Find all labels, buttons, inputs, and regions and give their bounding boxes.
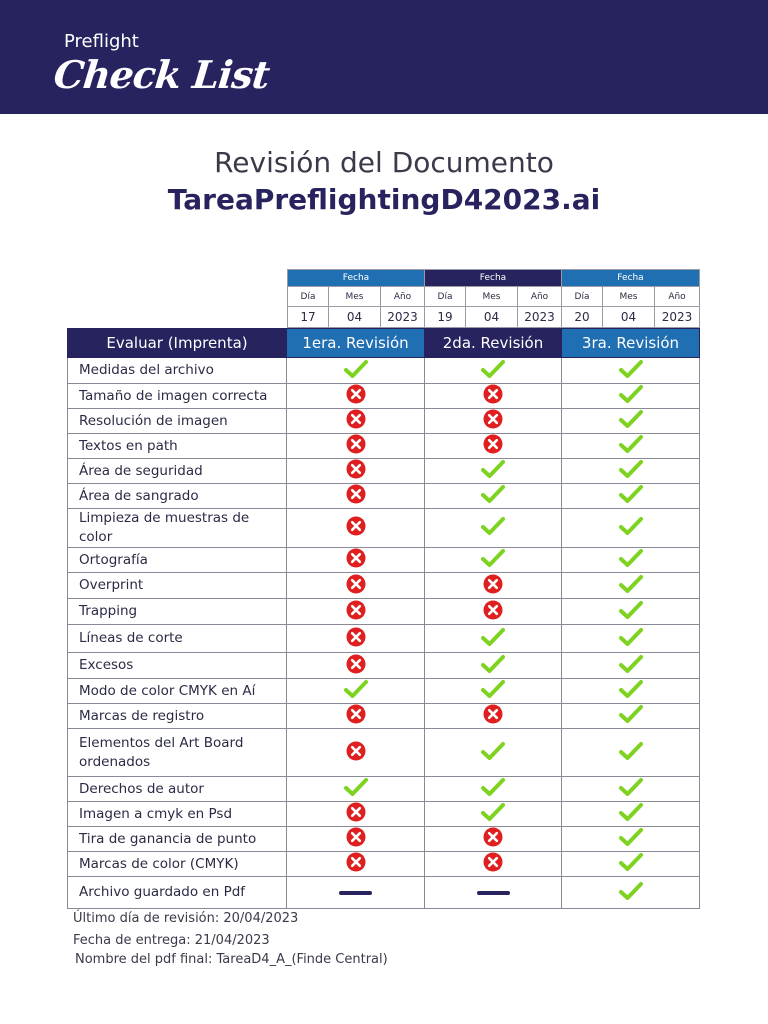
- revision-3-status: [562, 484, 700, 509]
- table-row: [68, 704, 700, 729]
- revision-2-status: [425, 827, 562, 852]
- column-header-revision-1: 1era. Revisión: [287, 329, 425, 358]
- revision-1-status: [287, 599, 425, 625]
- check-icon: [619, 881, 643, 905]
- table-row: [68, 679, 700, 704]
- check-icon: [619, 777, 643, 801]
- revision-2-status: [425, 625, 562, 653]
- cross-icon: [483, 827, 503, 851]
- revision-1-status: [287, 509, 425, 548]
- revision-2-status: [425, 599, 562, 625]
- cross-icon: [346, 741, 366, 765]
- header-bar: [0, 0, 768, 114]
- check-icon: [619, 384, 643, 408]
- check-icon: [481, 802, 505, 826]
- check-icon: [619, 484, 643, 508]
- check-icon: [481, 484, 505, 508]
- revision-3-status: [562, 434, 700, 459]
- revision-1-year: 2023: [381, 307, 425, 328]
- month-label: Mes: [466, 287, 518, 307]
- revision-2-day: 19: [425, 307, 466, 328]
- cross-icon: [346, 574, 366, 598]
- cross-icon: [346, 548, 366, 572]
- check-icon: [619, 802, 643, 826]
- revision-1-status: [287, 573, 425, 599]
- revision-2-status: [425, 704, 562, 729]
- cross-icon: [483, 409, 503, 433]
- check-icon: [619, 359, 643, 383]
- revision-1-status: [287, 852, 425, 877]
- check-icon: [344, 359, 368, 383]
- cross-icon: [346, 802, 366, 826]
- column-header-revision-3: 3ra. Revisión: [562, 329, 700, 358]
- revision-2-status: [425, 729, 562, 777]
- revision-1-status: [287, 679, 425, 704]
- revision-1-day: 17: [288, 307, 329, 328]
- table-row: [68, 384, 700, 409]
- month-label: Mes: [329, 287, 381, 307]
- revision-3-status: [562, 777, 700, 802]
- column-header-evaluar: Evaluar (Imprenta): [68, 329, 287, 358]
- revision-1-status: [287, 827, 425, 852]
- revision-3-status: [562, 599, 700, 625]
- revision-1-status: [287, 548, 425, 573]
- check-icon: [619, 459, 643, 483]
- cross-icon: [483, 434, 503, 458]
- revision-3-status: [562, 573, 700, 599]
- cross-icon: [483, 852, 503, 876]
- revision-1-status: [287, 625, 425, 653]
- column-header-revision-2: 2da. Revisión: [425, 329, 562, 358]
- revision-2-status: [425, 852, 562, 877]
- revision-3-status: [562, 827, 700, 852]
- revision-3-status: [562, 358, 700, 384]
- revision-1-month: 04: [329, 307, 381, 328]
- revision-3-status: [562, 729, 700, 777]
- criterion-label: Elementos del Art Board ordenados: [68, 729, 287, 777]
- cross-icon: [346, 484, 366, 508]
- table-row: [68, 434, 700, 459]
- revision-3-status: [562, 704, 700, 729]
- cross-icon: [483, 384, 503, 408]
- cross-icon: [346, 434, 366, 458]
- check-icon: [619, 600, 643, 624]
- table-row: [68, 409, 700, 434]
- criterion-label: Resolución de imagen: [68, 409, 287, 434]
- check-icon: [619, 654, 643, 678]
- revision-2-status: [425, 358, 562, 384]
- criterion-label: Excesos: [68, 653, 287, 679]
- revision-1-status: [287, 459, 425, 484]
- revision-3-status: [562, 852, 700, 877]
- criterion-label: Medidas del archivo: [68, 358, 287, 384]
- revision-2-status: [425, 877, 562, 909]
- date-group-label-1: Fecha: [288, 270, 425, 287]
- revision-3-status: [562, 459, 700, 484]
- cross-icon: [346, 704, 366, 728]
- revision-2-status: [425, 548, 562, 573]
- cross-icon: [346, 627, 366, 651]
- revision-2-status: [425, 409, 562, 434]
- table-row: [68, 777, 700, 802]
- criterion-label: Tamaño de imagen correcta: [68, 384, 287, 409]
- check-icon: [619, 548, 643, 572]
- cross-icon: [483, 704, 503, 728]
- revision-3-status: [562, 653, 700, 679]
- table-row: [68, 358, 700, 384]
- check-icon: [344, 679, 368, 703]
- footer-delivery-date: Fecha de entrega: 21/04/2023: [73, 933, 270, 948]
- month-label: Mes: [603, 287, 655, 307]
- revision-3-status: [562, 679, 700, 704]
- criterion-label: Trapping: [68, 599, 287, 625]
- check-icon: [619, 741, 643, 765]
- revision-2-status: [425, 802, 562, 827]
- footer-pdf-name: Nombre del pdf final: TareaD4_A_(Finde Central): [75, 952, 388, 967]
- cross-icon: [346, 600, 366, 624]
- revision-3-status: [562, 509, 700, 548]
- table-row: [68, 827, 700, 852]
- revision-3-status: [562, 802, 700, 827]
- table-row: [68, 459, 700, 484]
- revision-3-status: [562, 548, 700, 573]
- table-row: [68, 599, 700, 625]
- revision-2-status: [425, 484, 562, 509]
- table-row: [68, 852, 700, 877]
- cross-icon: [483, 600, 503, 624]
- cross-icon: [346, 852, 366, 876]
- table-row: [68, 729, 700, 777]
- document-title: Revisión del Documento: [214, 146, 554, 179]
- revision-3-status: [562, 877, 700, 909]
- revision-1-status: [287, 802, 425, 827]
- check-icon: [481, 548, 505, 572]
- revision-2-status: [425, 509, 562, 548]
- criterion-label: Modo de color CMYK en Aí: [68, 679, 287, 704]
- revision-3-status: [562, 384, 700, 409]
- checklist-table: [67, 328, 700, 909]
- criterion-label: Marcas de color (CMYK): [68, 852, 287, 877]
- criterion-label: Archivo guardado en Pdf: [68, 877, 287, 909]
- cross-icon: [483, 574, 503, 598]
- revision-2-status: [425, 459, 562, 484]
- check-icon: [619, 516, 643, 540]
- revision-1-status: [287, 358, 425, 384]
- day-label: Día: [288, 287, 329, 307]
- date-group-label-2: Fecha: [425, 270, 562, 287]
- criterion-label: Derechos de autor: [68, 777, 287, 802]
- revision-1-status: [287, 653, 425, 679]
- day-label: Día: [562, 287, 603, 307]
- check-icon: [481, 679, 505, 703]
- revision-2-year: 2023: [518, 307, 562, 328]
- document-filename: TareaPreflightingD42023.ai: [167, 183, 601, 216]
- revision-1-status: [287, 484, 425, 509]
- criterion-label: Área de sangrado: [68, 484, 287, 509]
- check-icon: [619, 827, 643, 851]
- revision-1-status: [287, 434, 425, 459]
- criterion-label: Área de seguridad: [68, 459, 287, 484]
- revision-1-status: [287, 409, 425, 434]
- revision-3-status: [562, 409, 700, 434]
- check-icon: [481, 777, 505, 801]
- dash-icon: [339, 891, 372, 895]
- criterion-label: Textos en path: [68, 434, 287, 459]
- table-row: [68, 573, 700, 599]
- revision-3-day: 20: [562, 307, 603, 328]
- table-row: [68, 877, 700, 909]
- criterion-label: Overprint: [68, 573, 287, 599]
- table-row: [68, 625, 700, 653]
- day-label: Día: [425, 287, 466, 307]
- check-icon: [619, 574, 643, 598]
- table-row: [68, 653, 700, 679]
- check-icon: [619, 627, 643, 651]
- check-icon: [344, 777, 368, 801]
- criterion-label: Ortografía: [68, 548, 287, 573]
- revision-2-status: [425, 573, 562, 599]
- criterion-label: Marcas de registro: [68, 704, 287, 729]
- check-icon: [619, 679, 643, 703]
- check-icon: [481, 627, 505, 651]
- revision-2-status: [425, 777, 562, 802]
- dash-icon: [477, 891, 510, 895]
- table-row: [68, 548, 700, 573]
- cross-icon: [346, 409, 366, 433]
- revision-2-month: 04: [466, 307, 518, 328]
- check-icon: [481, 516, 505, 540]
- brand-preflight: Preflight: [64, 31, 139, 52]
- check-icon: [619, 434, 643, 458]
- check-icon: [619, 852, 643, 876]
- check-icon: [481, 654, 505, 678]
- cross-icon: [346, 384, 366, 408]
- table-row: [68, 509, 700, 548]
- brand-checklist-logo: Check List: [51, 52, 272, 97]
- revision-1-status: [287, 777, 425, 802]
- revision-2-status: [425, 679, 562, 704]
- revision-1-status: [287, 704, 425, 729]
- revision-3-status: [562, 625, 700, 653]
- cross-icon: [346, 516, 366, 540]
- criterion-label: Limpieza de muestras de color: [68, 509, 287, 548]
- table-row: [68, 802, 700, 827]
- year-label: Año: [518, 287, 562, 307]
- revision-2-status: [425, 384, 562, 409]
- cross-icon: [346, 827, 366, 851]
- check-icon: [481, 741, 505, 765]
- revision-2-status: [425, 434, 562, 459]
- date-group-label-3: Fecha: [562, 270, 700, 287]
- table-row: [68, 484, 700, 509]
- criterion-label: Líneas de corte: [68, 625, 287, 653]
- revision-1-status: [287, 877, 425, 909]
- year-label: Año: [655, 287, 700, 307]
- footer-last-review: Último día de revisión: 20/04/2023: [73, 911, 299, 926]
- revision-3-month: 04: [603, 307, 655, 328]
- revision-2-status: [425, 653, 562, 679]
- check-icon: [481, 459, 505, 483]
- check-icon: [481, 359, 505, 383]
- year-label: Año: [381, 287, 425, 307]
- revision-1-status: [287, 729, 425, 777]
- criterion-label: Tira de ganancia de punto: [68, 827, 287, 852]
- criterion-label: Imagen a cmyk en Psd: [68, 802, 287, 827]
- cross-icon: [346, 654, 366, 678]
- date-table: [287, 269, 700, 328]
- check-icon: [619, 704, 643, 728]
- revision-1-status: [287, 384, 425, 409]
- check-icon: [619, 409, 643, 433]
- cross-icon: [346, 459, 366, 483]
- revision-3-year: 2023: [655, 307, 700, 328]
